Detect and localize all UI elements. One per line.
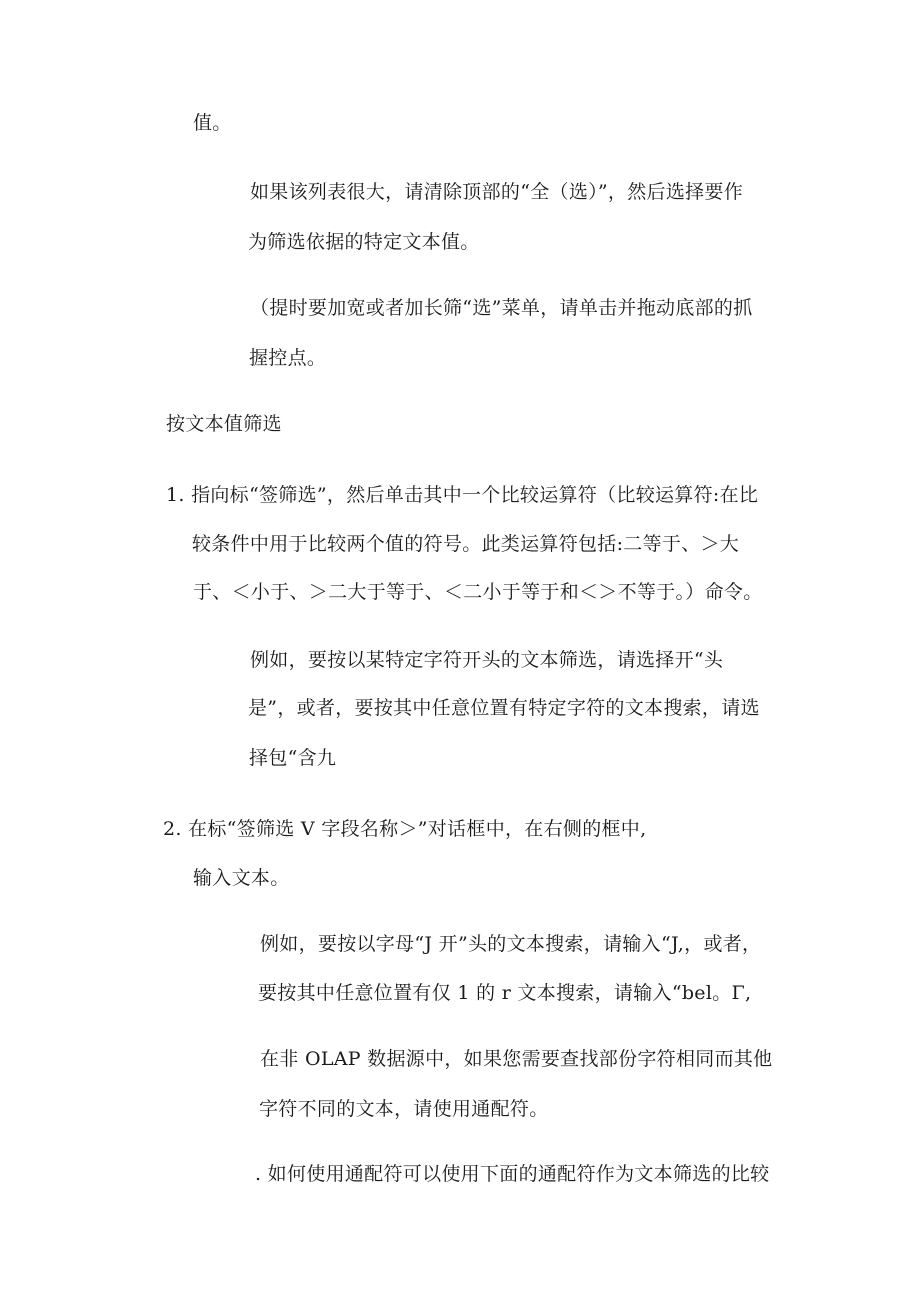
paragraph-line: 值。 — [193, 112, 232, 134]
paragraph-line: （提时要加宽或者加长筛“选”菜单，请单击并拖动底部的抓 — [250, 297, 753, 319]
list-item-line: 输入文本。 — [193, 867, 290, 889]
list-item-line: 于、＜小于、＞二大于等于、＜二小于等于和＜＞不等于。）命令。 — [193, 581, 763, 603]
section-heading: 按文本值筛选 — [166, 413, 282, 435]
list-item-line: 较条件中用于比较两个值的符号。此类运算符包括:二等于、＞大 — [192, 533, 740, 555]
list-item-line: 1. 指向标“签筛选”，然后单击其中一个比较运算符（比较运算符:在比 — [166, 484, 759, 506]
paragraph-line: 要按其中任意位置有仅 1 的 r 文本搜索，请输入“bel。Γ, — [258, 982, 752, 1004]
paragraph-line: 字符不同的文本，请使用通配符。 — [259, 1098, 549, 1120]
paragraph-line: 是”，或者，要按其中任意位置有特定字符的文本搜索，请选 — [248, 697, 760, 719]
paragraph-line: 为筛选依据的特定文本值。 — [248, 231, 480, 253]
paragraph-line: 握控点。 — [249, 347, 327, 369]
paragraph-line: . 如何使用通配符可以使用下面的通配符作为文本筛选的比较 — [255, 1163, 770, 1185]
paragraph-line: 例如，要按以字母“J 开”头的文本搜索，请输入“J,，或者， — [260, 933, 762, 955]
list-item-line: 2. 在标“签筛选 V 字段名称＞”对话框中，在右侧的框中, — [163, 818, 647, 840]
paragraph-line: 如果该列表很大，请清除顶部的“全（选）”，然后选择要作 — [250, 181, 744, 203]
paragraph-line: 在非 OLAP 数据源中，如果您需要查找部份字符相同而其他 — [260, 1048, 773, 1070]
paragraph-line: 择包“含九 — [249, 747, 337, 769]
paragraph-line: 例如，要按以某特定字符开头的文本筛选，请选择开“头 — [250, 649, 724, 671]
